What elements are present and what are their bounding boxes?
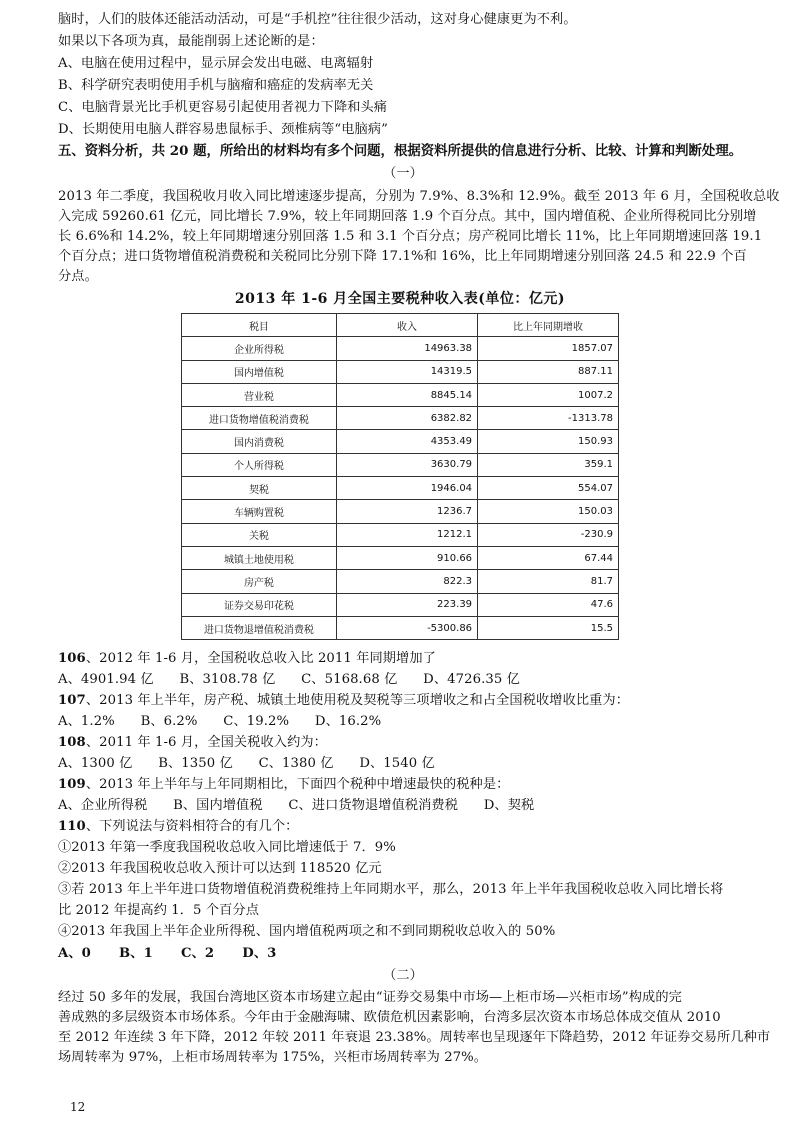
table-row [182, 337, 619, 360]
tax-name-cell: 契税 [182, 477, 337, 500]
paragraph-line: 场周转率为 97%，上柜市场周转率为 175%，兴柜市场周转率为 27%。 [58, 1050, 488, 1065]
tax-table [181, 313, 619, 640]
tax-name-cell: 企业所得税 [182, 337, 337, 360]
table-row [182, 523, 619, 546]
tax-name-cell: 国内增值税 [182, 360, 337, 383]
part-label-2: （二） [383, 968, 423, 983]
increase-cell: 359.1 [478, 453, 619, 476]
question-stem: 、下列说法与资料相符合的有几个： [85, 819, 299, 834]
tax-name-cell: 个人所得税 [182, 453, 337, 476]
paragraph-line: 长 6.6%和 14.2%，较上年同期增速分别回落 1.5 和 3.1 个百分点；房产税同比增长 11%，比上年同期增速回落 19.1 [58, 229, 763, 244]
tax-name-cell: 国内消费税 [182, 430, 337, 453]
option-a: A、电脑在使用过程中，显示屏会发出电磁、电离辐射 [58, 56, 374, 71]
tax-name-cell: 城镇土地使用税 [182, 546, 337, 569]
revenue-cell: 8845.14 [336, 383, 477, 406]
table-row [182, 570, 619, 593]
question-number: 106 [58, 651, 86, 666]
revenue-cell: 4353.49 [336, 430, 477, 453]
increase-cell: 1007.2 [478, 383, 619, 406]
tax-name-cell: 房产税 [182, 570, 337, 593]
question-108-options: A、1300 亿 B、1350 亿 C、1380 亿 D、1540 亿 [58, 756, 435, 771]
increase-cell: -230.9 [478, 523, 619, 546]
part-label-1: （一） [383, 166, 423, 181]
table-row [182, 593, 619, 616]
question-prompt: 如果以下各项为真，最能削弱上述论断的是： [58, 34, 324, 49]
tax-name-cell: 营业税 [182, 383, 337, 406]
revenue-cell: 1946.04 [336, 477, 477, 500]
increase-cell: 1857.07 [478, 337, 619, 360]
question-number: 107 [58, 693, 86, 708]
question-stem: 、2013 年上半年，房产税、城镇土地使用税及契税等三项增收之和占全国税收增收比重为： [85, 693, 630, 708]
question-110 [58, 817, 748, 836]
table-row [182, 360, 619, 383]
paragraph-line: 2013 年二季度，我国税收月收入同比增速逐步提高，分别为 7.9%、8.3%和 12.9%。截至 2013 年 6 月，全国税收总收 [58, 189, 780, 204]
option-d: D、长期使用电脑人群容易患鼠标手、颈椎病等“电脑病” [58, 122, 388, 137]
table-row [182, 616, 619, 639]
table-title: 2013 年 1-6 月全国主要税种收入表(单位：亿元) [234, 291, 566, 307]
question-107-options: A、1.2% B、6.2% C、19.2% D、16.2% [58, 714, 382, 729]
paragraph-line: 至 2012 年连续 3 年下降，2012 年较 2011 年衰退 23.38%。周转率也呈现逐年下降趋势，2012 年证券交易所几种市 [58, 1030, 771, 1045]
increase-cell: 887.11 [478, 360, 619, 383]
tax-name-cell: 进口货物退增值税消费税 [182, 616, 337, 639]
tax-name-cell: 车辆购置税 [182, 500, 337, 523]
revenue-cell: -5300.86 [336, 616, 477, 639]
question-107 [58, 691, 748, 710]
statement-3-cont: 比 2012 年提高约 1．5 个百分点 [58, 903, 259, 918]
increase-cell: 150.93 [478, 430, 619, 453]
increase-cell: 67.44 [478, 546, 619, 569]
increase-cell: 554.07 [478, 477, 619, 500]
increase-cell: 47.6 [478, 593, 619, 616]
increase-cell: 15.5 [478, 616, 619, 639]
revenue-cell: 14963.38 [336, 337, 477, 360]
statement-1: ①2013 年第一季度我国税收总收入同比增速低于 7．9% [58, 840, 396, 855]
revenue-cell: 223.39 [336, 593, 477, 616]
revenue-cell: 6382.82 [336, 407, 477, 430]
table-row [182, 453, 619, 476]
question-110-options: A、0 B、1 C、2 D、3 [58, 946, 277, 961]
paragraph-line: 分点。 [58, 269, 98, 284]
question-109 [58, 775, 748, 794]
header-cell: 比上年同期增收 [478, 314, 619, 337]
question-108 [58, 733, 748, 752]
increase-cell: -1313.78 [478, 407, 619, 430]
revenue-cell: 1236.7 [336, 500, 477, 523]
revenue-cell: 14319.5 [336, 360, 477, 383]
revenue-cell: 822.3 [336, 570, 477, 593]
table-row [182, 430, 619, 453]
increase-cell: 81.7 [478, 570, 619, 593]
revenue-cell: 3630.79 [336, 453, 477, 476]
table-row [182, 477, 619, 500]
increase-cell: 150.03 [478, 500, 619, 523]
tax-name-cell: 进口货物增值税消费税 [182, 407, 337, 430]
page-number: 12 [70, 1100, 86, 1114]
paragraph-line: 经过 50 多年的发展，我国台湾地区资本市场建立起由“证券交易集中市场—上柜市场—兴柜市场”构成的完 [58, 990, 682, 1005]
question-109-options: A、企业所得税 B、国内增值税 C、进口货物退增值税消费税 D、契税 [58, 798, 535, 813]
revenue-cell: 1212.1 [336, 523, 477, 546]
question-106 [58, 649, 748, 668]
statement-3: ③若 2013 年上半年进口货物增值税消费税维持上年同期水平，那么，2013 年上半年我国税收总收入同比增长将 [58, 882, 724, 897]
question-stem: 、2011 年 1-6 月，全国关税收入约为： [85, 735, 327, 750]
tax-name-cell: 关税 [182, 523, 337, 546]
table-row [182, 500, 619, 523]
tax-name-cell: 证券交易印花税 [182, 593, 337, 616]
statement-4: ④2013 年我国上半年企业所得税、国内增值税两项之和不到同期税收总收入的 50% [58, 924, 556, 939]
question-number: 108 [58, 735, 86, 750]
option-b: B、科学研究表明使用手机与脑瘤和癌症的发病率无关 [58, 78, 374, 93]
header-cell: 税目 [182, 314, 337, 337]
header-cell: 收入 [336, 314, 477, 337]
table-header-row [182, 314, 619, 337]
paragraph-line: 入完成 59260.61 亿元，同比增长 7.9%，较上年同期回落 1.9 个百分点。其中，国内增值税、企业所得税同比分别增 [58, 209, 757, 224]
paragraph-line: 个百分点；进口货物增值税消费税和关税同比分别下降 17.1%和 16%，比上年同期增速分别回落 24.5 和 22.9 个百 [58, 249, 747, 264]
paragraph-line: 善成熟的多层级资本市场体系。今年由于金融海啸、欧债危机因素影响，台湾多层次资本市场总体成交值从 2010 [58, 1010, 721, 1025]
table-row [182, 407, 619, 430]
question-stem: 、2013 年上半年与上年同期相比，下面四个税种中增速最快的税种是： [85, 777, 510, 792]
revenue-cell: 910.66 [336, 546, 477, 569]
question-number: 109 [58, 777, 86, 792]
section-heading: 五、资料分析，共 20 题，所给出的材料均有多个问题，根据资料所提供的信息进行分析、比较、计算和判断处理。 [58, 143, 743, 159]
intro-line: 脑时，人们的肢体还能活动活动，可是“手机控”往往很少活动，这对身心健康更为不利。 [58, 12, 577, 27]
table-row [182, 546, 619, 569]
question-stem: 、2012 年 1-6 月，全国税收总收入比 2011 年同期增加了 [85, 651, 436, 666]
option-c: C、电脑背景光比手机更容易引起使用者视力下降和头痛 [58, 100, 388, 115]
question-106-options: A、4901.94 亿 B、3108.78 亿 C、5168.68 亿 D、4726.35 亿 [58, 672, 520, 687]
question-number: 110 [58, 819, 86, 834]
statement-2: ②2013 年我国税收总收入预计可以达到 118520 亿元 [58, 861, 382, 876]
table-row [182, 383, 619, 406]
